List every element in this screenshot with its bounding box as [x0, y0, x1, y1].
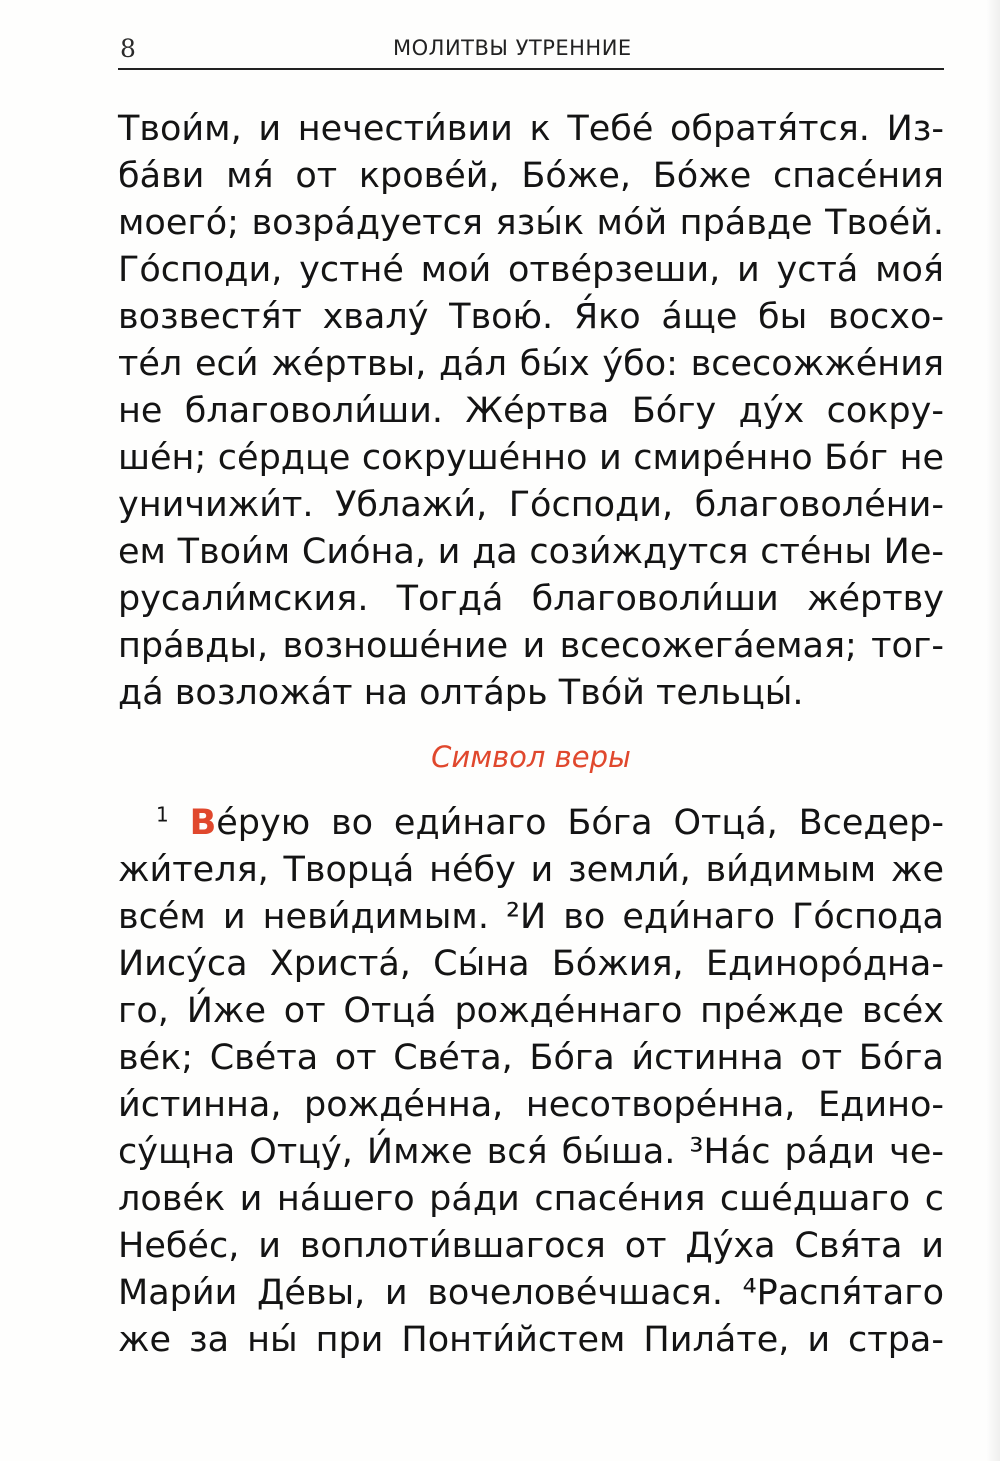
text-line: да́ возложа́т на олта́рь Тво́й тельцы́.: [118, 673, 804, 713]
text-line: го, И́же от Отца́ рожде́ннаго пре́жде все́х: [118, 991, 944, 1031]
text-line: уничижи́т. Ублажи́, Го́споди, благоволе́ни-: [118, 485, 944, 525]
text-line: возвестя́т хвалу́ Твою́. Я́ко а́ще бы восхо-: [118, 297, 944, 337]
text-line: су́щна Отцу́, И́мже вся́ бы́ша. ³На́с ра́ди че-: [118, 1132, 944, 1172]
text-line: не благоволи́ши. Же́ртва Бо́гу ду́х сокру-: [118, 391, 944, 431]
text-line: Го́споди, устне́ мои́ отве́рзеши, и уста́ моя́: [118, 250, 944, 290]
creed-text-block: [118, 800, 944, 1364]
text-line: Небе́с, и воплоти́вшагося от Ду́ха Свя́та и: [118, 1226, 944, 1266]
text-line: моего́; возра́дуется язы́к мо́й пра́вде Твое́й.: [118, 203, 944, 243]
page-edge-shadow: [986, 0, 1000, 1461]
text-line: лове́к и на́шего ра́ди спасе́ния сше́дшаго с: [118, 1179, 944, 1219]
psalm-text-block: [118, 106, 944, 717]
text-line: русали́мския. Тогда́ благоволи́ши же́ртву: [118, 579, 944, 619]
drop-cap: В: [189, 803, 217, 843]
running-header: [118, 28, 944, 70]
text-line: и́стинна, рожде́нна, несотворе́нна, Едино-: [118, 1085, 944, 1125]
text-line: все́м и неви́димым. ²И во еди́наго Го́спода: [118, 897, 944, 937]
text-line: ем Твои́м Сио́на, и да сози́ждутся сте́ны Ие-: [118, 532, 944, 572]
text-line: ше́н; се́рдце сокруше́нно и смире́нно Бо́г не: [118, 438, 944, 478]
page-number: 8: [120, 34, 136, 63]
verse-number: 1: [156, 802, 169, 827]
text-line: Твои́м, и нечести́вии к Тебе́ обратя́тся. Из-: [118, 109, 944, 149]
creed-first-line: [118, 800, 944, 847]
text-line: ба́ви мя́ от крове́й, Бо́же, Бо́же спасе́ния: [118, 156, 944, 196]
running-title: МОЛИТВЫ УТРЕННИЕ: [393, 36, 632, 60]
text-line: Иису́са Христа́, Сы́на Бо́жия, Единоро́дна-: [118, 944, 944, 984]
creed-first-line-text: е́рую во еди́наго Бо́га Отца́, Вседер-: [216, 803, 944, 843]
text-line: жи́теля, Творца́ не́бу и земли́, ви́димым же: [118, 850, 944, 890]
text-line: Мари́и Де́вы, и вочелове́чшася. ⁴Распя́таго: [118, 1273, 944, 1313]
section-heading-creed: Символ веры: [431, 740, 631, 774]
text-line: пра́вды, возноше́ние и всесожега́емая; тог-: [118, 626, 944, 666]
text-line: те́л еси́ же́ртвы, да́л бы́х у́бо: всесожже́ния: [118, 344, 944, 384]
text-line: ве́к; Све́та от Све́та, Бо́га и́стинна от Бо́га: [118, 1038, 944, 1078]
text-line: же за ны́ при Понти́йстем Пила́те, и стра-: [118, 1320, 944, 1360]
